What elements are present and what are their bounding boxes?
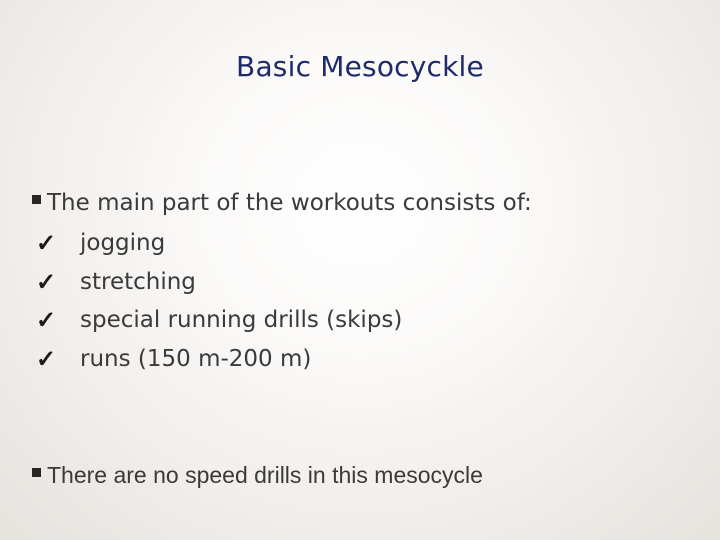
check-list-item [36,301,402,340]
square-bullet-icon [32,468,41,477]
square-bullet-icon [32,195,41,204]
check-item-text: runs (150 m-200 m) [80,345,312,372]
check-item-text: jogging [80,230,166,257]
check-item-text: special running drills (skips) [80,307,403,334]
intro-bullet [32,190,532,216]
check-icon: ✓ [36,266,57,296]
check-list [36,224,402,378]
closing-bullet [32,462,483,489]
check-icon: ✓ [36,305,57,335]
check-list-item [36,263,402,302]
check-item-text: stretching [80,268,196,295]
check-icon: ✓ [36,343,57,373]
slide-title: Basic Mesocyckle [236,50,484,83]
check-icon: ✓ [36,228,57,258]
closing-bullet-text: There are no speed drills in this mesocycle [47,462,483,488]
check-list-item [36,224,402,263]
intro-bullet-text: The main part of the workouts consists of: [47,190,532,216]
check-list-item [36,340,402,379]
